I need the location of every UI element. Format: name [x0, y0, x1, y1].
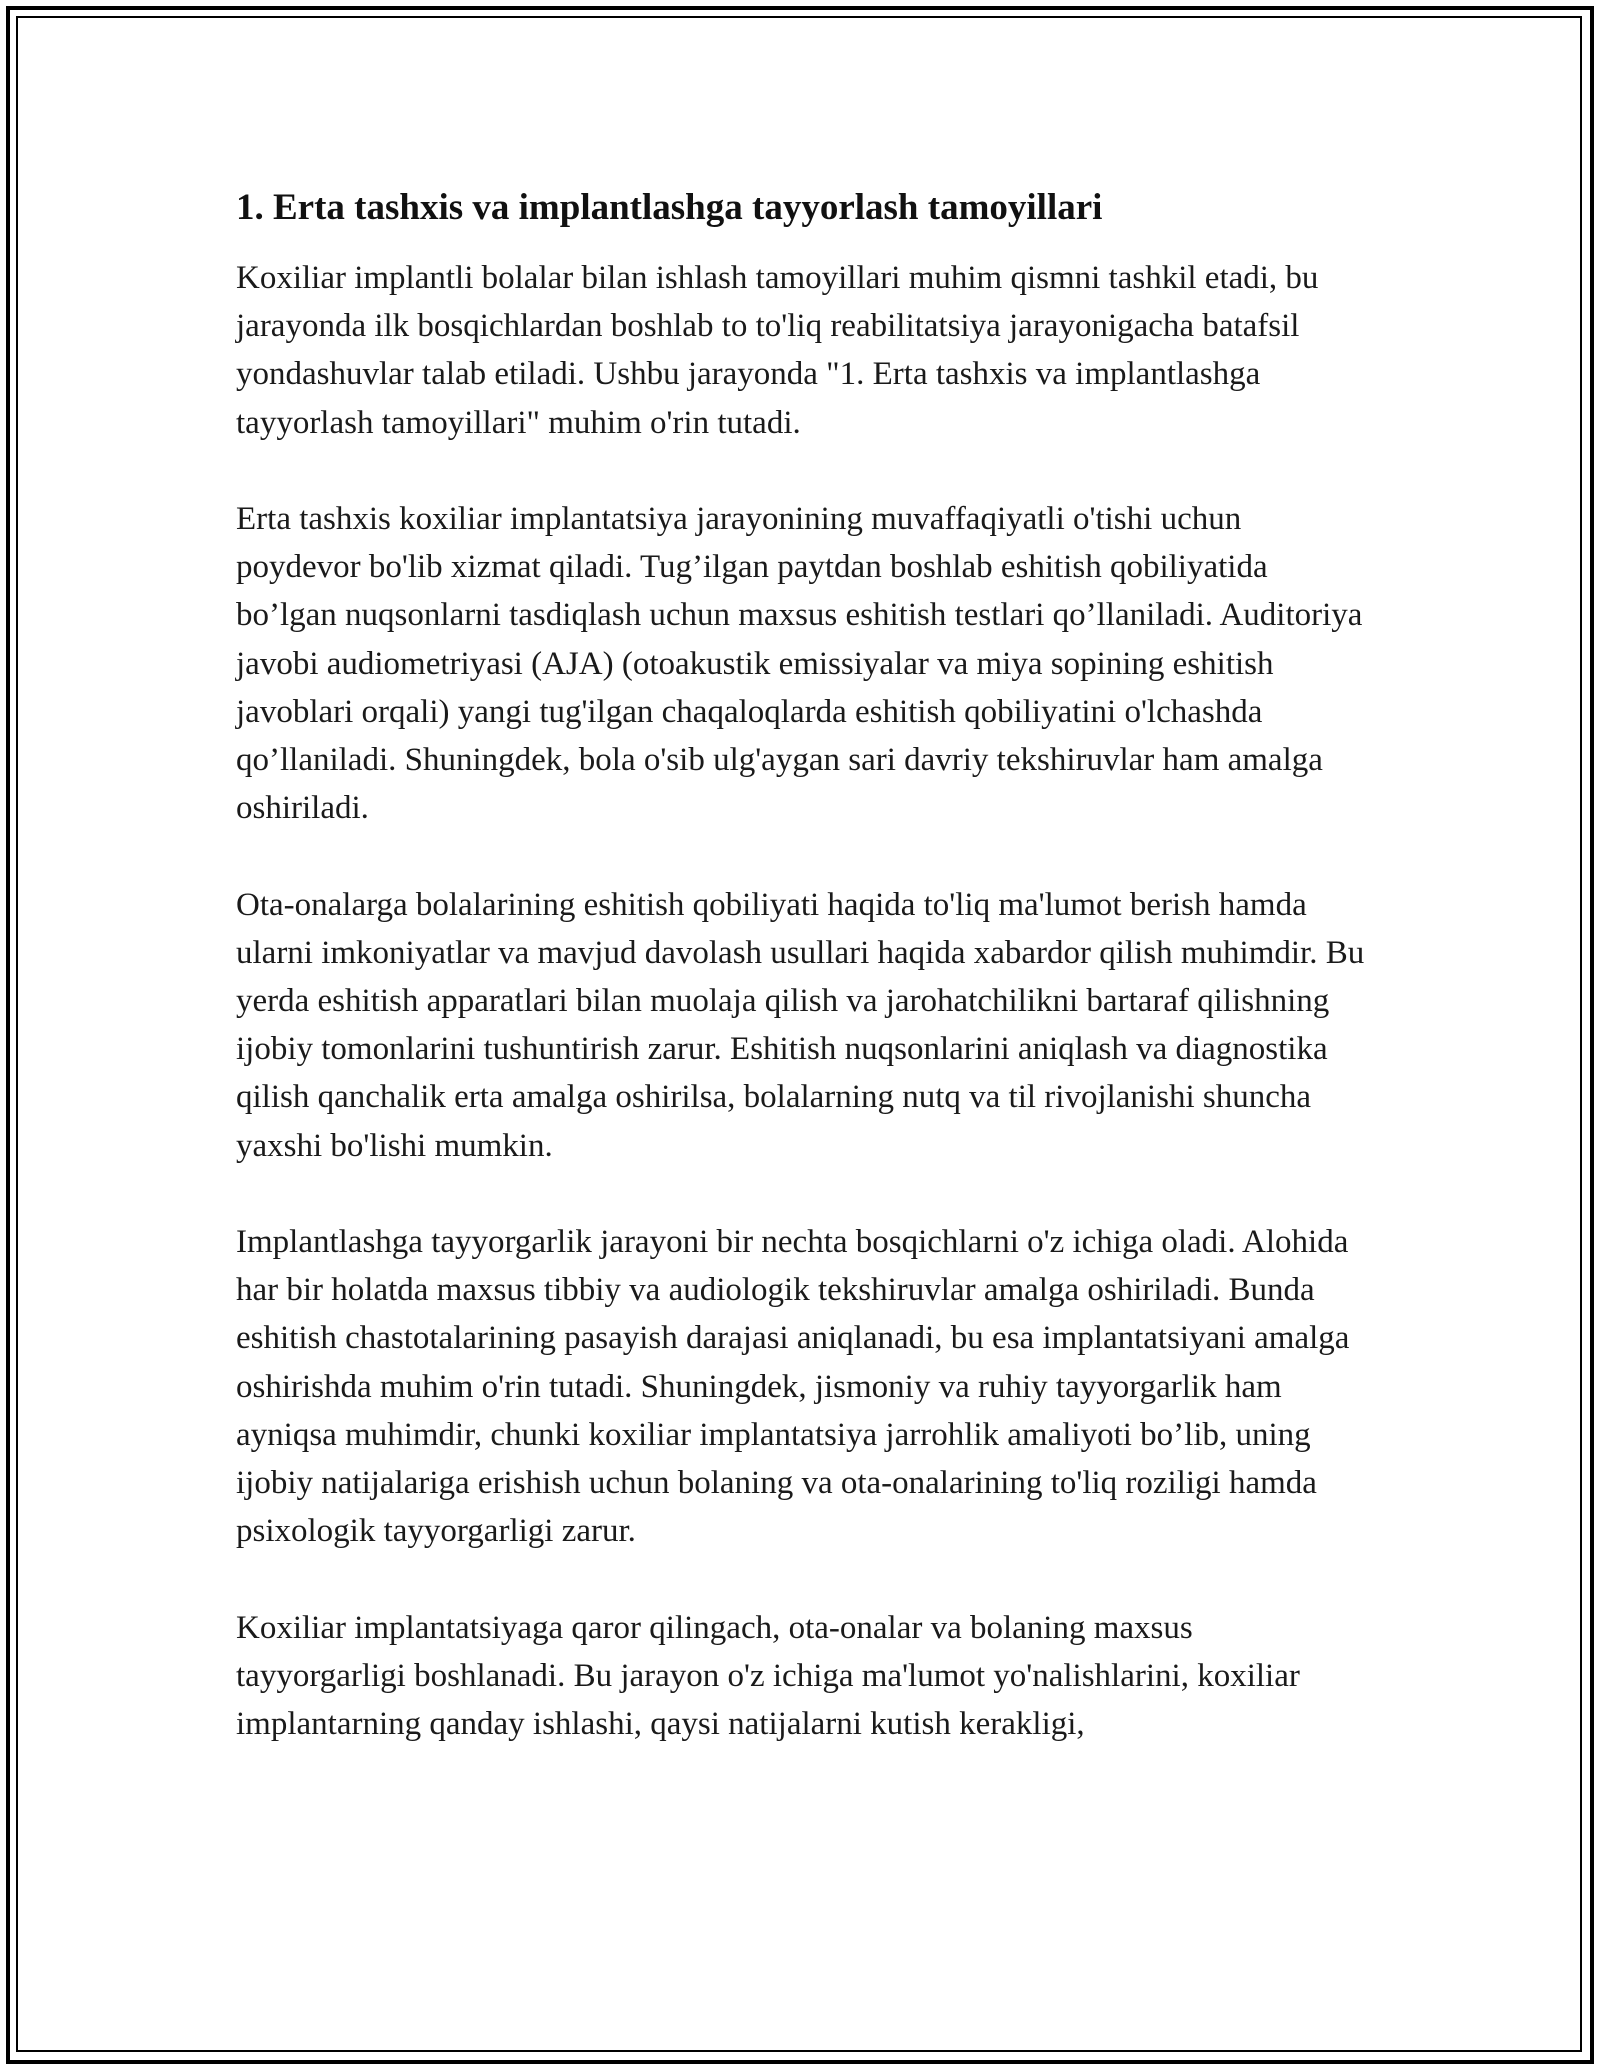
paragraph-5: Koxiliar implantatsiyaga qaror qilingach, ota-onalar va bolaning maxsus tayyorgarligi boshlanadi. Bu jarayon o'z ichiga ma'lumot yo'nalishlarini, koxiliar implantarning qanday ishlashi, qaysi natijalarni kutish kerakligi,: [236, 1609, 1300, 1743]
section-heading: 1. Erta tashxis va implantlashga tayyorlash tamoyillari: [236, 187, 1103, 228]
paragraph-3: Ota-onalarga bolalarining eshitish qobiliyati haqida to'liq ma'lumot berish hamda ularni imkoniyatlar va mavjud davolash usullari haqida xabardor qilish muhimdir. Bu yerda eshitish apparatlari bilan muolaja qilish va jarohatchilikni bartaraf qilishning ijobiy tomonlarini tushuntirish zarur. Eshitish nuqsonlarini aniqlash va diagnostika qilish qanchalik erta amalga oshirilsa, bolalarning nutq va til rivojlanishi shuncha yaxshi bo'lishi mumkin.: [236, 886, 1365, 1164]
paragraph-2: Erta tashxis koxiliar implantatsiya jarayonining muvaffaqiyatli o'tishi uchun poydevor bo'lib xizmat qiladi. Tug’ilgan paytdan boshlab eshitish qobiliyatida bo’lgan nuqsonlarni tasdiqlash uchun maxsus eshitish testlari qo’llaniladi. Auditoriya javobi audiometriyasi (AJA) (otoakustik emissiyalar va miya sopining eshitish javoblari orqali) yangi tug'ilgan chaqaloqlarda eshitish qobiliyatini o'lchashda qo’llaniladi. Shuningdek, bola o'sib ulg'aygan sari davriy tekshiruvlar ham amalga oshiriladi.: [236, 501, 1363, 827]
paragraph-4: Implantlashga tayyorgarlik jarayoni bir nechta bosqichlarni o'z ichiga oladi. Alohida har bir holatda maxsus tibbiy va audiologik tekshiruvlar amalga oshiriladi. Bunda eshitish chastotalarining pasayish darajasi aniqlanadi, bu esa implantatsiyani amalga oshirishda muhim o'rin tutadi. Shuningdek, jismoniy va ruhiy tayyorgarlik ham ayniqsa muhimdir, chunki koxiliar implantatsiya jarrohlik amaliyoti bo’lib, uning ijobiy natijalariga erishish uchun bolaning va ota-onalarining to'liq roziligi hamda psixologik tayyorgarligi zarur.: [236, 1224, 1350, 1550]
paragraph-1: Koxiliar implantli bolalar bilan ishlash tamoyillari muhim qismni tashkil etadi, bu jarayonda ilk bosqichlardan boshlab to to'liq reabilitatsiya jarayonigacha batafsil yondashuvlar talab etiladi. Ushbu jarayonda "1. Erta tashxis va implantlashga tayyorlash tamoyillari" muhim o'rin tutadi.: [236, 260, 1319, 441]
document-body: [236, 186, 1366, 1796]
